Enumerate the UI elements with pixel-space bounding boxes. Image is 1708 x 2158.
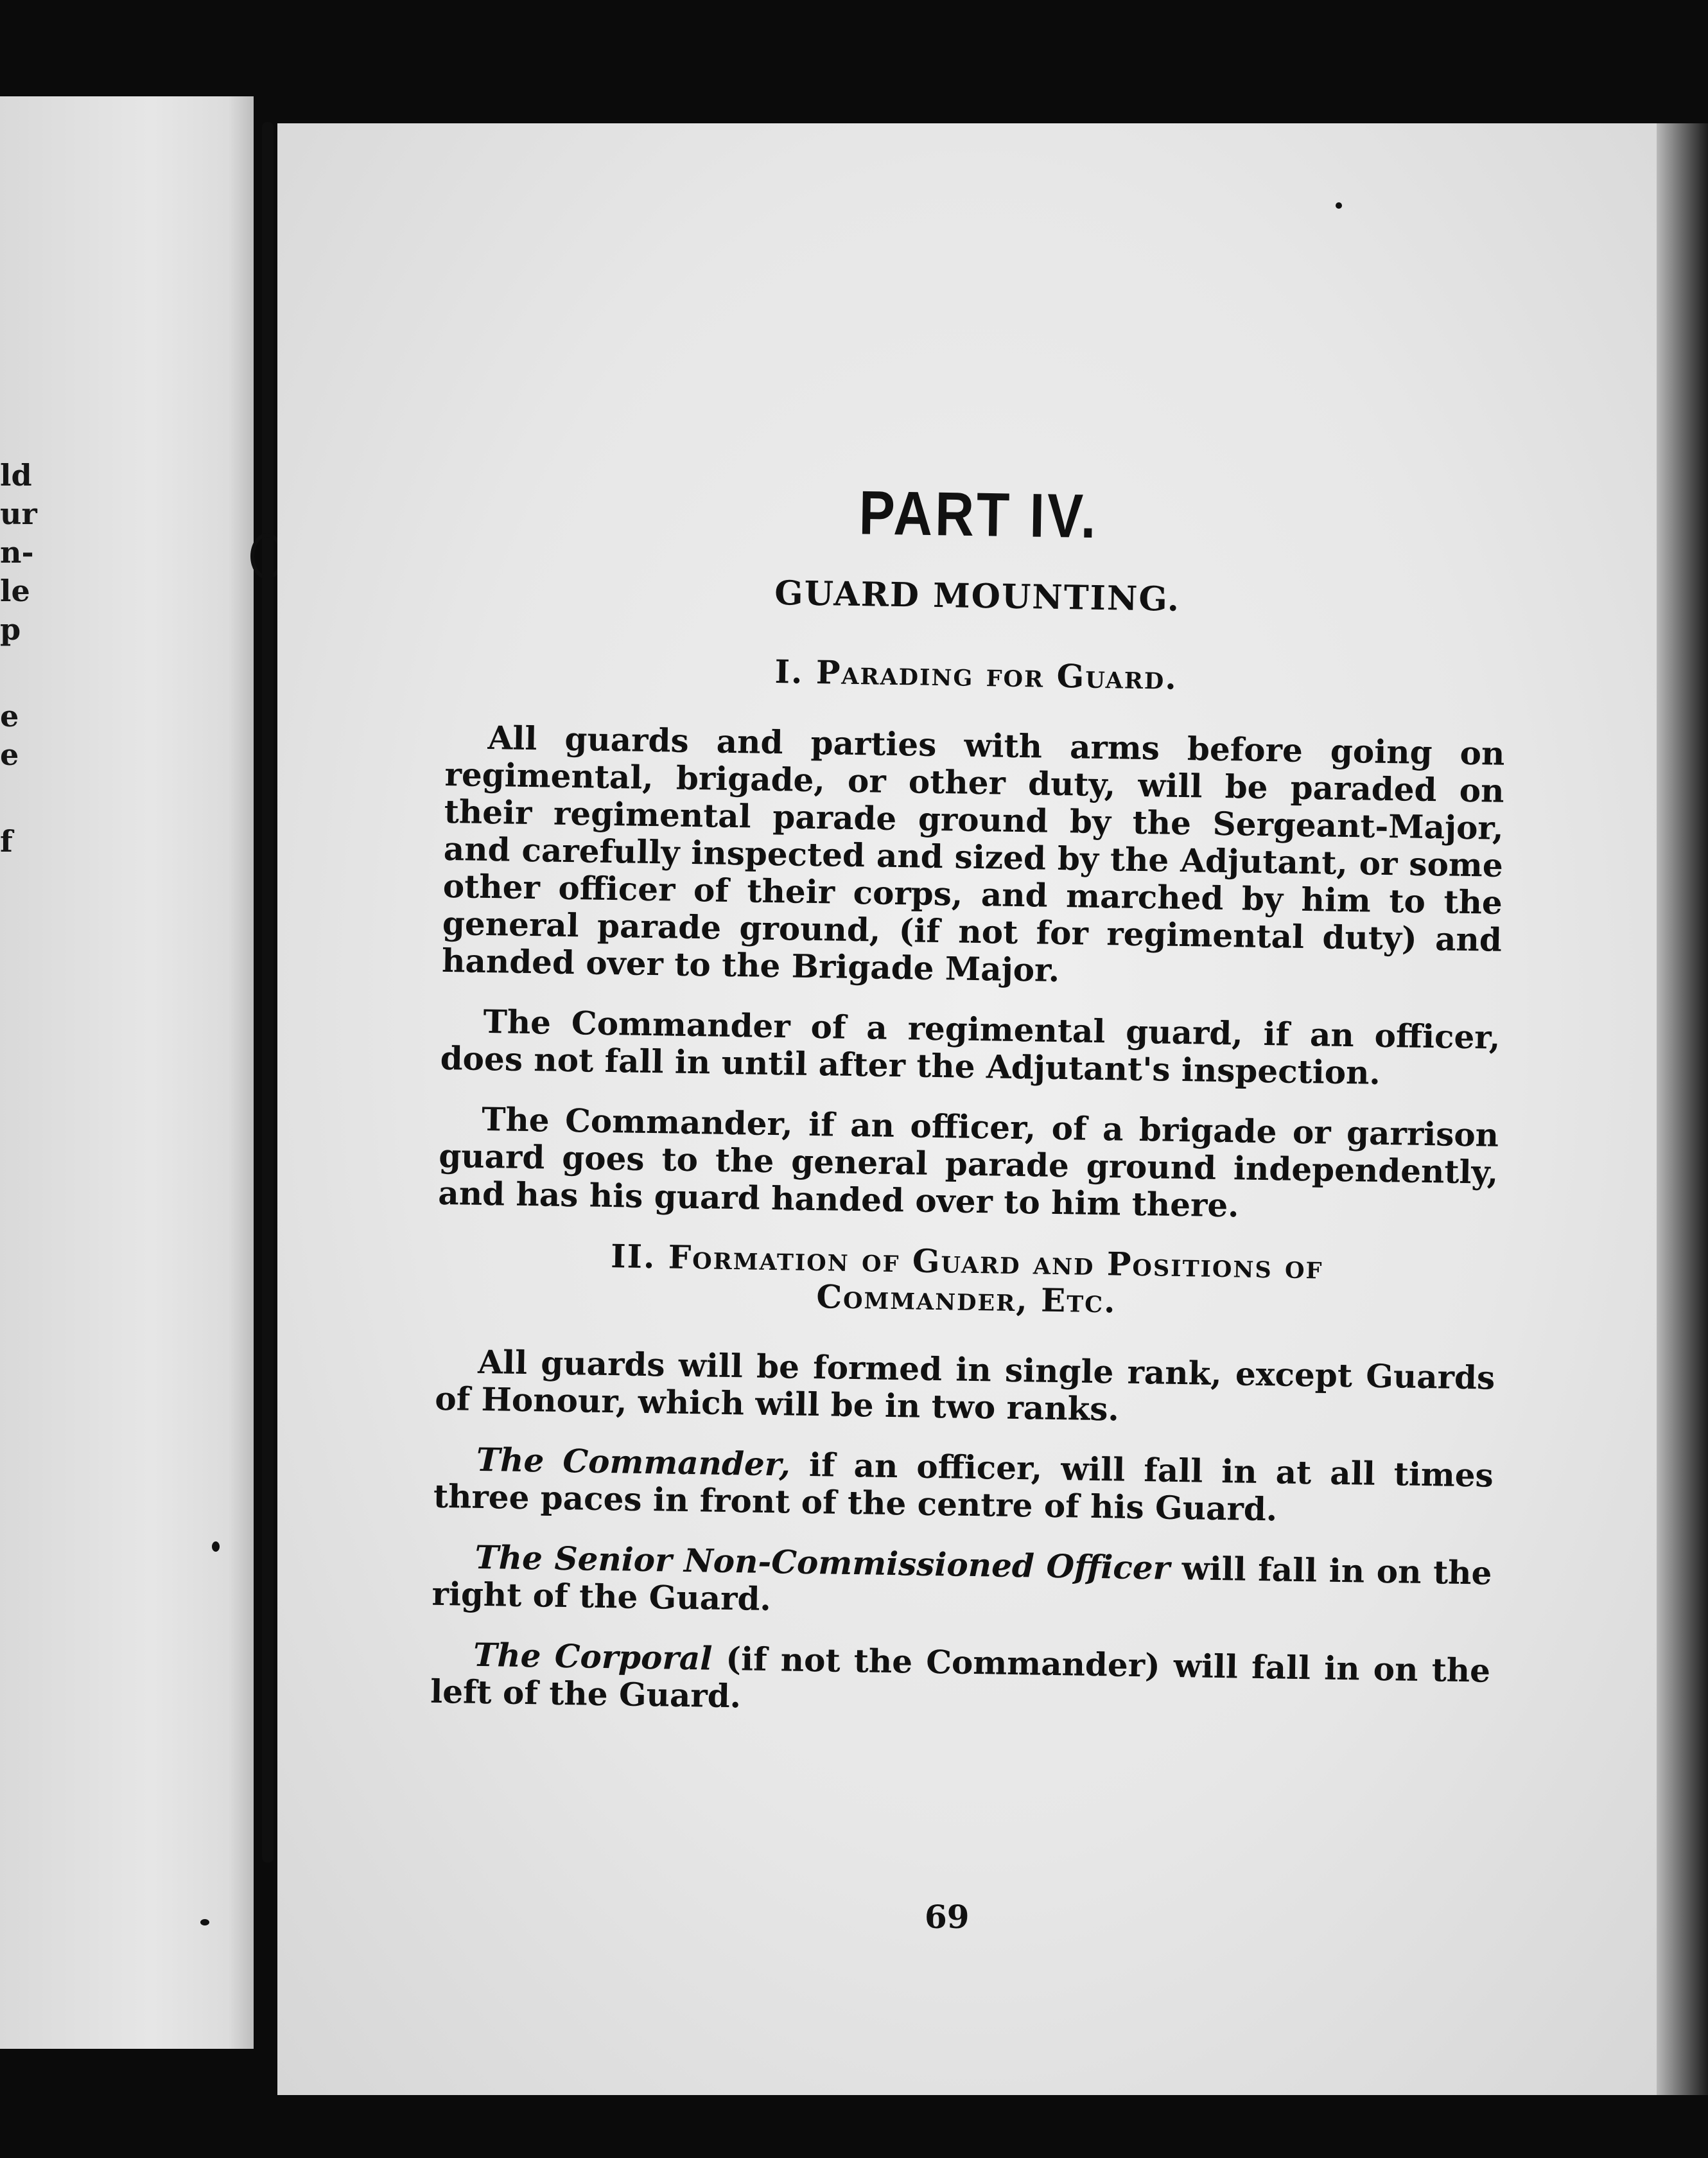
subsection-heading: [437, 1235, 1497, 1326]
paragraph-body: (if not the Commander) will fall in on the left of the Guard.: [430, 1639, 1491, 1715]
paragraph-body: if an officer, will fall in at all times three paces in front of the centre of his Guard.: [433, 1445, 1494, 1529]
paragraph-body: will fall in on the right of the Guard.: [431, 1548, 1492, 1619]
italic-lead: The Commander,: [476, 1440, 791, 1484]
dust-speck: [212, 1541, 220, 1552]
paragraph: All guards will be formed in single rank, except Guards of Honour, which will be in two ranks.: [434, 1342, 1495, 1428]
paragraph: All guards and parties with arms before going on regimental, brigade, or other duty, will be paraded on their regimental parade ground by the Sergeant-Major, and carefully inspected and sized by the Adjutant, or some other officer of their corps, and marched by him to the general parade ground, (if not for regimental duty) and handed over to the Brigade Major.: [441, 718, 1505, 990]
paragraph: [433, 1441, 1494, 1532]
page-content: [430, 475, 1509, 1750]
left-fragment: ur: [0, 496, 37, 531]
subsection-heading-line: II. Formation of Guard and Positions of: [610, 1237, 1323, 1286]
paragraph: The Commander of a regimental guard, if an officer, does not fall in until after the Adjutant's inspection.: [440, 1002, 1501, 1092]
page-edge-shadow: [1657, 123, 1708, 2095]
binding-spine-line: [262, 122, 274, 1863]
left-fragment: e: [0, 737, 19, 772]
dust-speck: [1336, 202, 1342, 209]
subsection-heading: I. Parading for Guard.: [774, 652, 1178, 697]
paragraph: [430, 1636, 1491, 1727]
dust-speck: [200, 1919, 209, 1926]
italic-lead: The Corporal: [473, 1635, 713, 1678]
left-fragment: e: [0, 699, 19, 733]
part-title: PART IV.: [858, 477, 1099, 551]
paragraph: [431, 1538, 1492, 1629]
italic-lead: The Senior Non-Commissioned Officer: [475, 1538, 1171, 1587]
left-fragment: ld: [0, 458, 32, 493]
left-fragment: le: [0, 574, 30, 608]
left-fragment: n-: [0, 535, 34, 570]
left-fragment-gap: [0, 774, 37, 822]
left-fragment: f: [0, 824, 13, 859]
section-title: GUARD MOUNTING.: [774, 573, 1181, 619]
paragraph: The Commander, if an officer, of a brigade or garrison guard goes to the general parade ground independently, and has his guard handed over to him there.: [437, 1100, 1499, 1225]
page-number: 69: [925, 1898, 970, 1936]
left-fragment: p: [0, 612, 21, 647]
subsection-heading-line: Commander, Etc.: [815, 1277, 1117, 1320]
left-page-text-fragments: [0, 456, 37, 861]
left-fragment-gap: [0, 649, 37, 697]
left-facing-page: [0, 96, 254, 2049]
